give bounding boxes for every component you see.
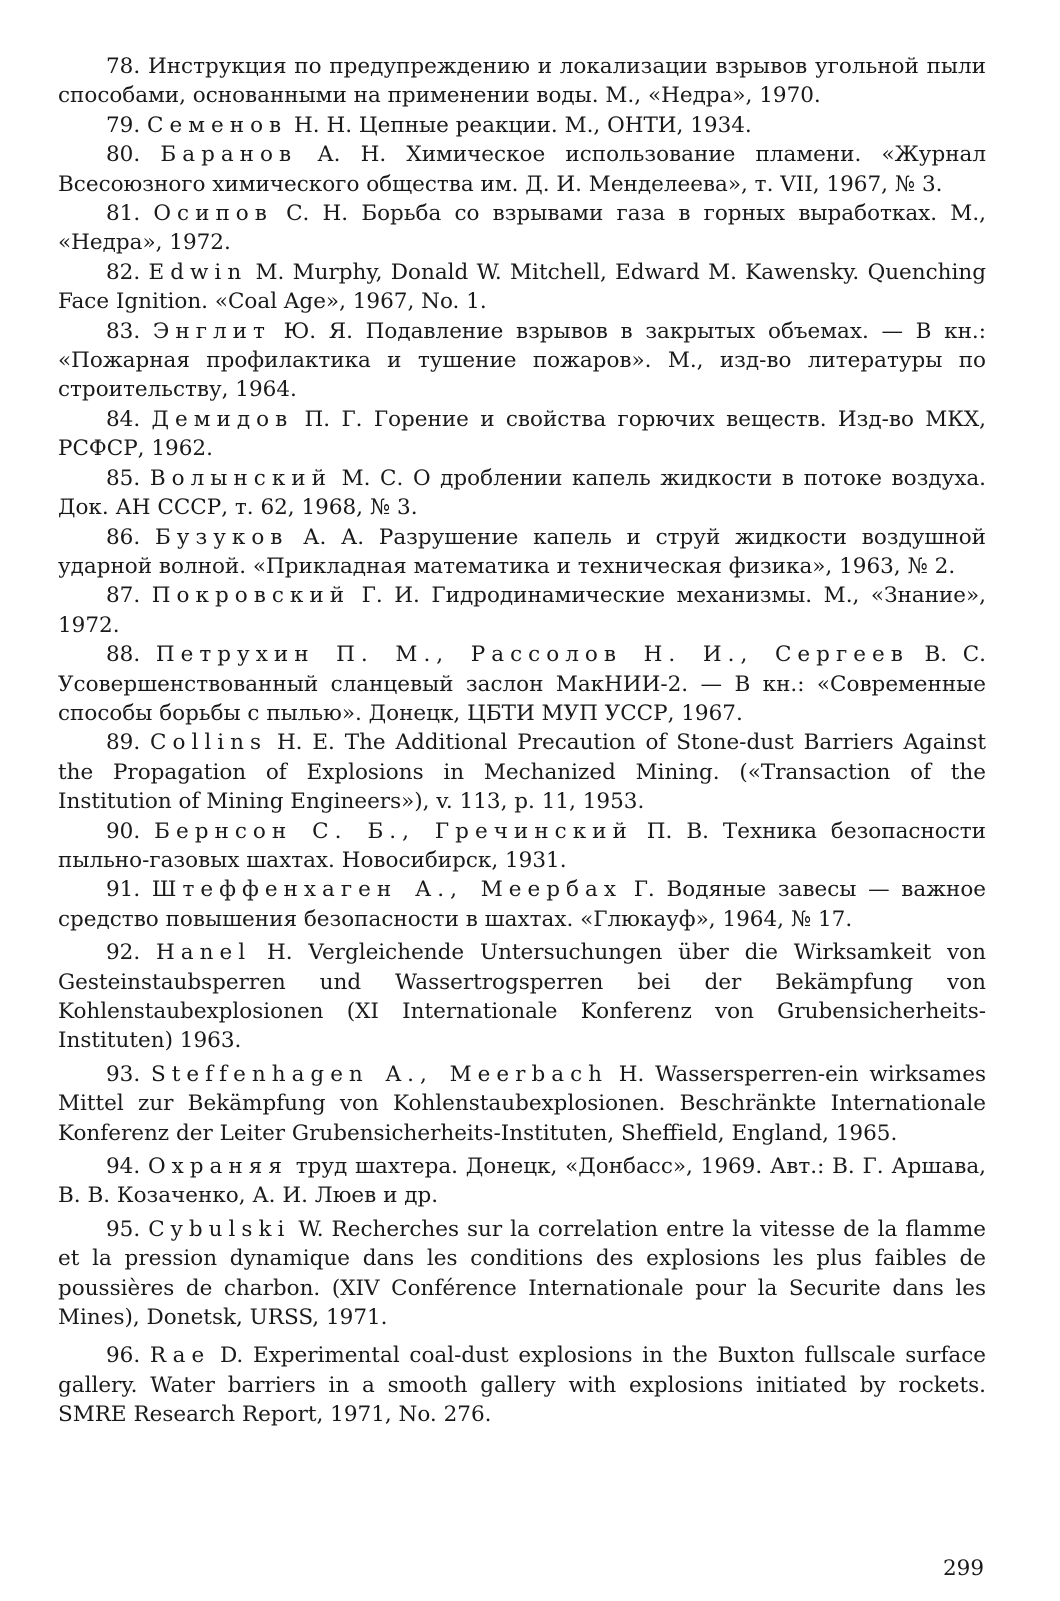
reference-number: 90. [106,818,141,844]
reference-item [58,258,986,317]
reference-number: 94. [106,1154,141,1180]
reference-number: 87. [106,583,141,609]
reference-author: Охраняя [147,1154,288,1180]
reference-author: Энглит [152,318,271,344]
reference-text: W. Recherches sur la correlation entre la vitesse de la flamme et la pression dynamique dans les conditions des explosions les plus faibles de poussières de charbon. (XIV Conférence Internationale pour la Securite dans les Mines), Donetsk, URSS, 1971. [58,1216,986,1331]
reference-number: 84. [106,406,141,432]
reference-author: Collins [150,730,268,756]
reference-author: Бузуков [154,524,289,550]
reference-author: Штеффенхаген А., Меербах [151,877,622,903]
reference-number: 83. [106,318,141,344]
reference-number: 85. [106,465,141,491]
reference-number: 93. [106,1061,141,1087]
reference-author: Cybulski [148,1216,291,1242]
reference-item [58,875,986,934]
reference-text: П. Г. Горение и свойства горючих веществ. Изд-во МКХ, РСФСР, 1962. [58,406,986,462]
reference-author: Steffenhagen A., Meerbach [150,1061,609,1087]
reference-number: 80. [106,142,141,168]
reference-author: Семенов [147,112,288,138]
reference-item [58,640,986,728]
reference-text: H. E. The Additional Precaution of Stone-dust Barriers Against the Propagation of Explosions in Mechanized Mining. («Transaction of the Institution of Mining Engineers»), v. 113, p. 11, 1953. [58,730,986,815]
reference-item [58,581,986,640]
reference-item [58,1341,986,1429]
reference-text: А. Н. Химическое использование пламени. «Журнал Всесоюзного химического общества им. Д. И. Менделеева», т. VII, 1967, № 3. [58,142,987,197]
page-number: 299 [943,1556,985,1581]
reference-text: М. С. О дроблении капель жидкости в потоке воздуха. Док. АН СССР, т. 62, 1968, № 3. [58,465,986,521]
reference-author: Волынский [149,465,332,491]
reference-number: 96. [106,1343,141,1369]
reference-number: 82. [106,259,141,285]
reference-text: труд шахтера. Донецк, «Донбасс», 1969. Авт.: В. Г. Аршава, В. В. Козаченко, А. И. Люев и др. [58,1154,986,1209]
reference-text: Н. Н. Цепные реакции. М., ОНТИ, 1934. [294,112,752,138]
reference-item [58,728,986,816]
reference-text: H. Wassersperren-ein wirksames Mittel zur Bekämpfung von Kohlenstaubexplosionen. Beschränkte Internationale Konferenz der Leiter Grubensicherheits-Instituten, Sheffield, England, 1965. [58,1061,986,1146]
reference-text: П. В. Техника безопасности пыльно-газовых шахтах. Новосибирск, 1931. [58,818,986,873]
reference-item [58,317,986,405]
reference-number: 78. [106,54,141,79]
reference-author: Hanel [156,940,252,966]
reference-author: Демидов [151,406,294,432]
reference-item [58,1060,986,1148]
reference-text: Г. Водяные завесы — важное средство повышения безопасности в шахтах. «Глюкауф», 1964, № 17. [58,877,986,932]
reference-number: 91. [106,877,141,903]
reference-text: H. Vergleichende Untersuchungen über die Wirksamkeit von Gesteinstaubsperren und Wassertrogsperren bei der Bekämpfung von Kohlenstaubexplosionen (XI Internationale Konferenz von Grubensicherheits-Instituten) 1963. [58,940,986,1054]
reference-text: Г. И. Гидродинамические механизмы. М., «Знание», 1972. [58,583,986,638]
reference-number: 88. [106,642,141,668]
reference-item [58,817,986,876]
reference-number: 89. [106,730,141,756]
reference-item [58,111,986,140]
reference-text: А. А. Разрушение капель и струй жидкости воздушной ударной волной. «Прикладная математика и техническая физика», 1963, № 2. [58,524,986,579]
reference-item [58,1215,986,1333]
reference-author: Бернсон С. Б., Гречинский [154,818,633,844]
reference-author: Осипов [153,201,273,227]
reference-item [58,199,986,258]
reference-author: Edwin [148,259,248,285]
reference-author: Петрухин П. М., Рассолов Н. И., Сергеев [155,642,909,668]
reference-item [58,938,986,1056]
reference-number: 92. [106,940,141,966]
reference-text: С. Н. Борьба со взрывами газа в горных выработках. М., «Недра», 1972. [58,201,986,256]
reference-author: Rae [149,1343,211,1369]
reference-number: 79. [106,112,141,138]
reference-number: 86. [106,524,141,550]
reference-item [58,523,986,582]
reference-number: 95. [106,1216,141,1242]
reference-author: Баранов [160,142,298,168]
reference-text: Ю. Я. Подавление взрывов в закрытых объемах. — В кн.: «Пожарная профилактика и тушение пожаров». М., изд-во литературы по строительству, 1964. [58,318,986,403]
reference-text: D. Experimental coal-dust explosions in the Buxton fullscale surface gallery. Water barriers in a smooth gallery with explosions initiated by rockets. SMRE Research Report, 1971, No. 276. [58,1343,986,1428]
reference-author: Покровский [151,583,351,609]
reference-text: В. С. Усовершенствованный сланцевый заслон МакНИИ-2. — В кн.: «Современные способы борьбы с пылью». Донецк, ЦБТИ МУП УССР, 1967. [58,642,986,726]
reference-item [58,1152,986,1211]
reference-number: 81. [106,201,141,227]
reference-text: Инструкция по предупреждению и локализации взрывов угольной пыли способами, основанными на применении воды. М., «Недра», 1970. [58,54,986,109]
reference-item [58,464,986,523]
reference-item [58,405,986,464]
reference-item [58,140,986,199]
reference-item [58,52,986,111]
reference-list [58,52,986,1430]
reference-text: M. Murphy, Donald W. Mitchell, Edward M. Kawensky. Quenching Face Ignition. «Coal Age», 1967, No. 1. [58,259,986,315]
